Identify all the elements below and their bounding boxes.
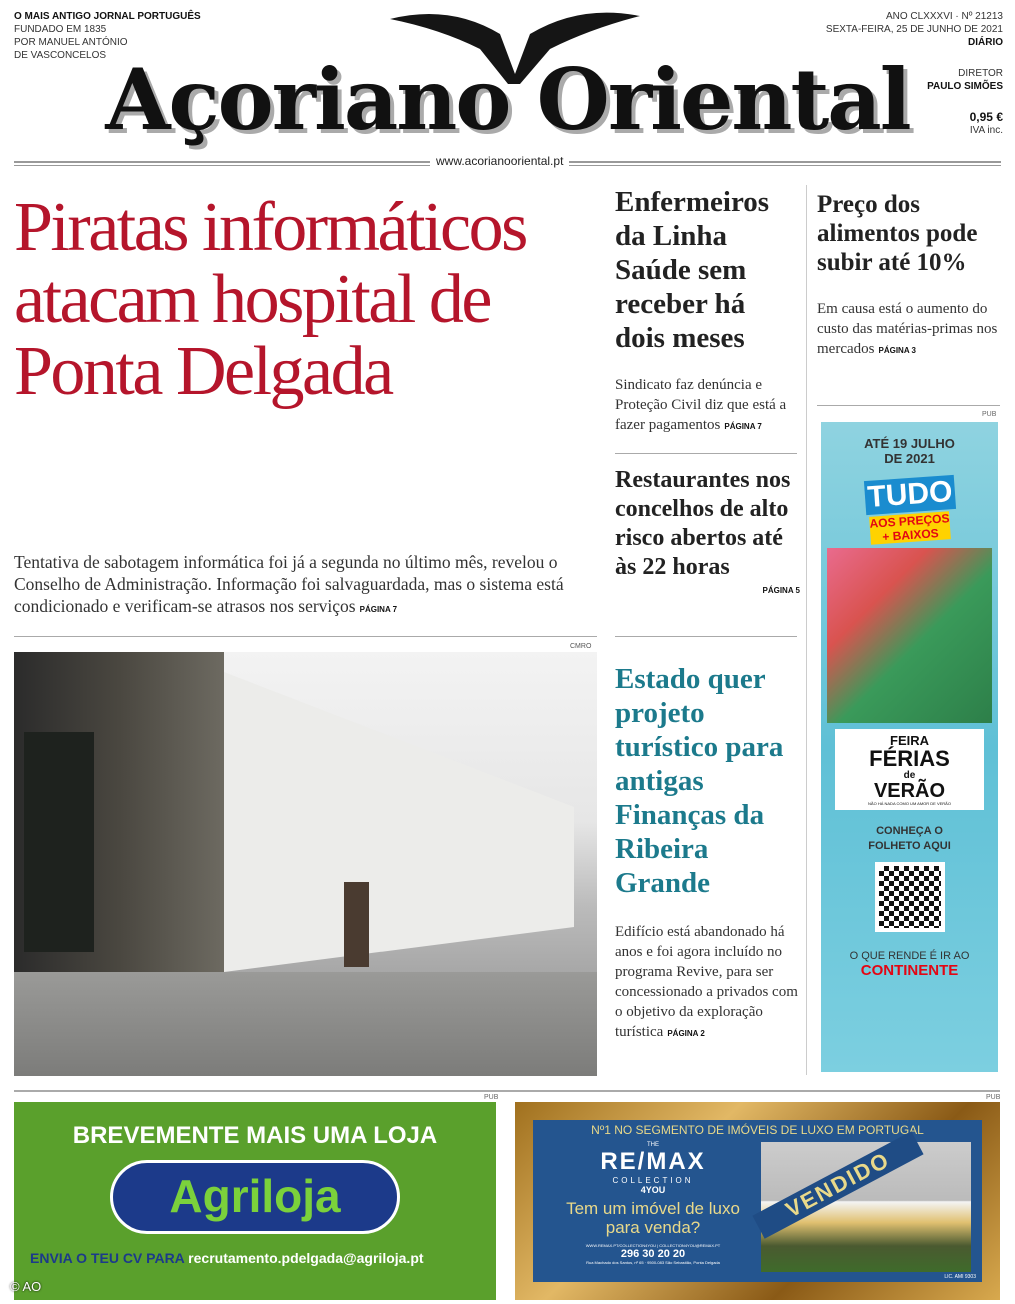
sold-banner: VENDIDO [752,1131,923,1238]
ad-photo [827,548,992,723]
vat: IVA inc. [969,125,1003,136]
copyright: © AO [10,1279,42,1294]
ad-question: Tem um imóvel de luxo para venda? [566,1199,740,1237]
divider [817,405,1000,406]
headline[interactable]: Estado quer projeto turístico para antigas Finanças da Ribeira Grande [615,663,784,899]
divider [615,636,797,637]
frequency: DIÁRIO [968,37,1003,48]
ad-tudo: TUDO [863,475,955,515]
building-door [344,882,369,967]
newspaper-logo: Açoriano Oriental [105,50,910,149]
issue-number: ANO CLXXXVI · Nº 21213 [885,11,1003,22]
ad-phone: 296 30 20 20 [620,1248,686,1260]
remax-ad[interactable]: Nº1 NO SEGMENTO DE IMÓVEIS DE LUXO EM PORTUGAL THE RE/MAX COLLECTION 4YOU Tem um imóvel de luxo para venda? WWW.REMAX.PT/COLLECTION4YOU | COLLECTION4YOU@REMAX.PT 296 30 20 20 Rua Machado dos Santos, nº 65 · 9500-083 São Sebastião, Ponta Delgada VENDIDO LIC. AMI 9303 [515,1102,1000,1300]
ad-top: Nº1 NO SEGMENTO DE IMÓVEIS DE LUXO EM PORTUGAL [591,1123,924,1137]
pub-label: PUB [484,1094,499,1101]
price: 0,95 € [969,110,1003,124]
lead-photo [14,652,597,1076]
page-ref: PÁGINA 2 [667,1029,705,1038]
ad-brand: CONTINENTE [860,962,959,979]
pub-label: PUB [982,411,997,418]
street [14,972,597,1076]
church-door [24,732,94,952]
dek [817,299,1002,361]
dek-text: Edifício está abandonado há anos e foi agora incluído no programa Revive, para ser concessionado a privados com o objetivo da exploração turística [615,924,798,1040]
story-nurses [615,185,800,437]
ad-date: ATÉ 19 JULHO DE 2021 [864,436,955,466]
lead-dek-text: Tentativa de sabotagem informática foi já a segunda no último mês, revelou o Conselho de Administração. Informação foi salvaguardada, mas o sistema está condicionado e verificam-se atrasos nos serviços [14,552,564,616]
ad-cta: CONHEÇA O FOLHETO AQUI [868,825,951,852]
continente-ad[interactable] [821,422,998,1072]
website-link[interactable]: www.acorianooriental.pt [430,154,569,168]
ad-precos: AOS PREÇOS + BAIXOS [868,511,950,544]
remax-logo: RE/MAX [600,1148,706,1175]
ad-feira-box: FEIRA FÉRIAS de VERÃO NÃO HÁ NADA COMO UM AMOR DE VERÃO [835,729,984,810]
founder: POR MANUEL ANTÓNIO [14,37,128,48]
page-ref: PÁGINA 3 [878,346,916,355]
dek [615,922,800,1044]
story-financas [615,662,800,1044]
masthead-right [826,10,1003,137]
ad-top: BREVEMENTE MAIS UMA LOJA [72,1122,438,1149]
divider [14,1090,1000,1092]
story-restaurants [615,466,800,598]
page-ref: PÁGINA 7 [724,422,762,431]
founder: DE VASCONCELOS [14,50,107,61]
photo-credit: CMRO [570,643,592,650]
pub-label: PUB [986,1094,1001,1101]
column-rule [806,185,807,1075]
agriloja-ad[interactable] [14,1102,496,1300]
page-ref: PÁGINA 7 [359,605,398,614]
qr-code-icon[interactable] [875,862,945,932]
dek-text: Em causa está o aumento do custo das matérias-primas nos mercados [817,301,998,357]
divider [615,453,797,454]
lead-dek [14,551,604,621]
director-label: DIRETOR [958,68,1003,79]
dek [615,375,800,437]
headline[interactable]: Enfermeiros da Linha Saúde sem receber há dois meses [615,186,770,354]
tagline: O MAIS ANTIGO JORNAL PORTUGUÊS [14,11,201,22]
page-ref: PÁGINA 5 [762,586,800,595]
ad-email[interactable]: recrutamento.pdelgada@agriloja.pt [188,1250,424,1266]
founded: FUNDADO EM 1835 [14,24,107,35]
story-food-prices [817,190,1002,361]
ad-slogan: O QUE RENDE É IR AO [849,950,970,962]
agriloja-logo: Agriloja [110,1160,400,1234]
director: PAULO SIMÕES [927,81,1003,92]
headline[interactable]: Restaurantes nos concelhos de alto risco abertos até às 22 horas [615,467,791,580]
divider [14,636,597,637]
headline[interactable]: Preço dos alimentos pode subir até 10% [817,191,978,276]
lead-headline[interactable]: Piratas informáticos atacam hospital de Ponta Delgada [14,189,526,410]
date: SEXTA-FEIRA, 25 DE JUNHO DE 2021 [825,24,1003,35]
building [224,672,574,972]
dek-text: Sindicato faz denúncia e Proteção Civil diz que está a fazer pagamentos [615,377,787,433]
ad-cv: ENVIA O TEU CV PARA [30,1250,185,1266]
